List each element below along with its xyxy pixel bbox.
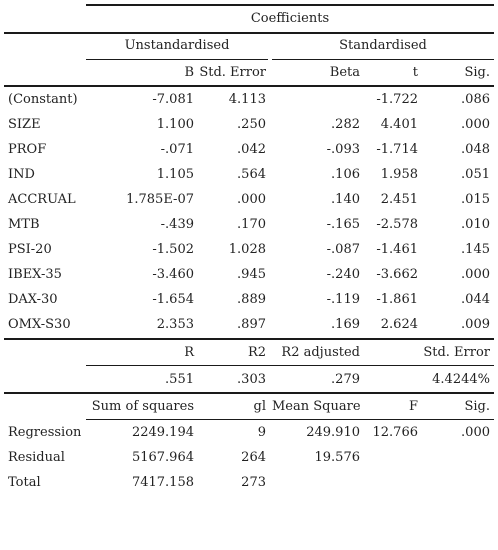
row-label: PROF bbox=[8, 142, 47, 157]
table-title: Coefficients bbox=[250, 11, 330, 26]
rule-header-bottom bbox=[4, 85, 494, 87]
cell-sig: .048 bbox=[461, 142, 490, 157]
cell-sig: .086 bbox=[461, 92, 490, 107]
col-header-beta: Beta bbox=[329, 65, 360, 80]
cell-sig: .051 bbox=[461, 167, 490, 182]
row-label: IBEX-35 bbox=[8, 267, 62, 282]
cell-beta: -.087 bbox=[326, 242, 360, 257]
summary-header-r2: R2 bbox=[247, 345, 266, 360]
cell-t: 1.958 bbox=[380, 167, 418, 182]
cell-beta: .140 bbox=[331, 192, 360, 207]
row-label: SIZE bbox=[8, 117, 41, 132]
summary-header-std-error: Std. Error bbox=[423, 345, 490, 360]
cell-se: 1.028 bbox=[228, 242, 266, 257]
cell-t: 2.451 bbox=[380, 192, 418, 207]
cell-b: -7.081 bbox=[152, 92, 194, 107]
cell-t: -2.578 bbox=[376, 217, 418, 232]
cell-t: 4.401 bbox=[380, 117, 418, 132]
anova-cell-ss: 5167.964 bbox=[131, 450, 194, 465]
anova-row-label: Regression bbox=[8, 425, 82, 440]
rule-coef-bottom bbox=[4, 338, 494, 340]
cell-beta: .169 bbox=[331, 317, 360, 332]
cell-beta: -.165 bbox=[326, 217, 360, 232]
rule-summary-header bbox=[86, 365, 494, 366]
anova-header-mean-square: Mean Square bbox=[272, 399, 361, 414]
anova-row-label: Residual bbox=[8, 450, 65, 465]
row-label: IND bbox=[8, 167, 35, 182]
cell-beta: .282 bbox=[331, 117, 360, 132]
cell-b: 1.785E-07 bbox=[126, 192, 194, 207]
cell-sig: .010 bbox=[461, 217, 490, 232]
col-header-t: t bbox=[412, 65, 418, 80]
anova-cell-ms: 19.576 bbox=[314, 450, 360, 465]
row-label: PSI-20 bbox=[8, 242, 52, 257]
cell-b: -.071 bbox=[160, 142, 194, 157]
cell-sig: .145 bbox=[461, 242, 490, 257]
anova-header-f: F bbox=[408, 399, 418, 414]
cell-sig: .000 bbox=[461, 267, 490, 282]
anova-cell-ss: 7417.158 bbox=[131, 475, 194, 490]
row-label: (Constant) bbox=[8, 92, 78, 107]
cell-b: 2.353 bbox=[156, 317, 194, 332]
cell-b: 1.105 bbox=[156, 167, 194, 182]
anova-cell-sig: .000 bbox=[461, 425, 490, 440]
cell-beta: -.119 bbox=[326, 292, 360, 307]
cell-se: .897 bbox=[237, 317, 266, 332]
col-header-std-error: Std. Error bbox=[199, 65, 266, 80]
summary-value-r: .551 bbox=[165, 372, 194, 387]
anova-cell-gl: 9 bbox=[257, 425, 266, 440]
cell-beta: .106 bbox=[331, 167, 360, 182]
anova-cell-gl: 273 bbox=[241, 475, 266, 490]
cell-b: 1.100 bbox=[156, 117, 194, 132]
cell-b: -.439 bbox=[160, 217, 194, 232]
cell-b: -1.502 bbox=[152, 242, 194, 257]
row-label: DAX-30 bbox=[8, 292, 58, 307]
cell-t: -1.861 bbox=[376, 292, 418, 307]
anova-header-sum-of-squares: Sum of squares bbox=[91, 399, 194, 414]
rule-group-unstd bbox=[86, 59, 268, 60]
cell-se: .170 bbox=[237, 217, 266, 232]
cell-se: .042 bbox=[237, 142, 266, 157]
cell-sig: .015 bbox=[461, 192, 490, 207]
anova-cell-ss: 2249.194 bbox=[131, 425, 194, 440]
summary-header-r: R bbox=[184, 345, 194, 360]
summary-value-std-error: 4.4244% bbox=[432, 372, 490, 387]
anova-header-gl: gl bbox=[253, 399, 266, 414]
cell-se: .250 bbox=[237, 117, 266, 132]
cell-beta: -.240 bbox=[326, 267, 360, 282]
cell-se: 4.113 bbox=[228, 92, 266, 107]
cell-t: 2.624 bbox=[380, 317, 418, 332]
col-header-b: B bbox=[184, 65, 194, 80]
cell-t: -1.714 bbox=[376, 142, 418, 157]
rule-summary-bottom bbox=[4, 392, 494, 394]
rule-title-bottom bbox=[4, 32, 494, 34]
row-label: ACCRUAL bbox=[8, 192, 76, 207]
summary-value-r2: .303 bbox=[237, 372, 266, 387]
anova-header-sig: Sig. bbox=[464, 399, 490, 414]
row-label: OMX-S30 bbox=[8, 317, 71, 332]
summary-value-r2-adjusted: .279 bbox=[331, 372, 360, 387]
cell-t: -3.662 bbox=[376, 267, 418, 282]
group-header-standardised: Standardised bbox=[339, 38, 427, 53]
cell-se: .889 bbox=[237, 292, 266, 307]
summary-header-r2-adjusted: R2 adjusted bbox=[281, 345, 360, 360]
cell-se: .000 bbox=[237, 192, 266, 207]
cell-t: -1.461 bbox=[376, 242, 418, 257]
row-label: MTB bbox=[8, 217, 40, 232]
anova-cell-f: 12.766 bbox=[372, 425, 418, 440]
cell-sig: .044 bbox=[461, 292, 490, 307]
cell-se: .945 bbox=[237, 267, 266, 282]
anova-cell-gl: 264 bbox=[241, 450, 266, 465]
cell-t: -1.722 bbox=[376, 92, 418, 107]
rule-top bbox=[86, 4, 494, 6]
anova-cell-ms: 249.910 bbox=[306, 425, 360, 440]
group-header-unstandardised: Unstandardised bbox=[124, 38, 230, 53]
rule-group-std bbox=[272, 59, 494, 60]
col-header-sig: Sig. bbox=[464, 65, 490, 80]
cell-b: -1.654 bbox=[152, 292, 194, 307]
cell-b: -3.460 bbox=[152, 267, 194, 282]
cell-beta: -.093 bbox=[326, 142, 360, 157]
cell-sig: .000 bbox=[461, 117, 490, 132]
rule-anova-header bbox=[86, 419, 494, 420]
cell-sig: .009 bbox=[461, 317, 490, 332]
anova-row-label: Total bbox=[8, 475, 41, 490]
cell-se: .564 bbox=[237, 167, 266, 182]
